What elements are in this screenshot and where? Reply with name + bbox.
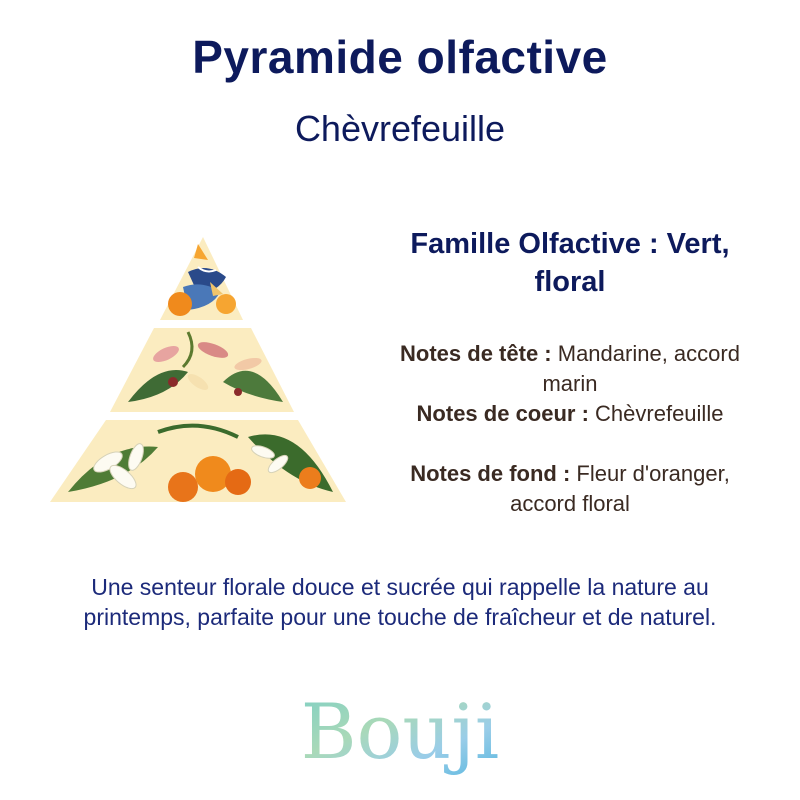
- base-notes-value-continued: accord floral: [510, 491, 630, 516]
- olfactive-family: [360, 225, 780, 301]
- notes-panel: [360, 225, 780, 519]
- heart-notes-value: Chèvrefeuille: [588, 401, 724, 426]
- base-notes-label: Notes de fond :: [410, 461, 571, 486]
- base-notes-value: Fleur d'oranger,: [570, 461, 730, 486]
- pyramid-middle-tier: [110, 328, 294, 412]
- family-line-1: Famille Olfactive : Vert,: [410, 228, 730, 260]
- page-subtitle: Chèvrefeuille: [294, 108, 506, 149]
- page-title: Pyramide olfactive: [192, 31, 608, 83]
- description-line-1: Une senteur florale douce et sucrée qui rappelle la nature au: [91, 574, 709, 600]
- heart-notes-label: Notes de coeur :: [416, 401, 589, 426]
- base-notes: [360, 459, 780, 489]
- heart-notes: [360, 399, 780, 429]
- pyramid-bottom-tier: [50, 420, 346, 502]
- notes-list: [360, 339, 780, 519]
- top-notes-label: Notes de tête :: [400, 341, 552, 366]
- pyramid-top-tier: [160, 237, 243, 320]
- top-notes: [360, 339, 780, 369]
- olfactive-pyramid-illustration: [48, 232, 348, 507]
- top-notes-value-continued: marin: [542, 371, 598, 396]
- bouji-logo-text: Bouji: [300, 687, 500, 776]
- fragrance-description: [20, 572, 780, 632]
- description-line-2: printemps, parfaite pour une touche de fraîcheur et de naturel.: [83, 604, 717, 630]
- family-line-2: floral: [534, 266, 606, 298]
- bouji-logo: [290, 680, 510, 790]
- top-notes-value: Mandarine, accord: [551, 341, 740, 366]
